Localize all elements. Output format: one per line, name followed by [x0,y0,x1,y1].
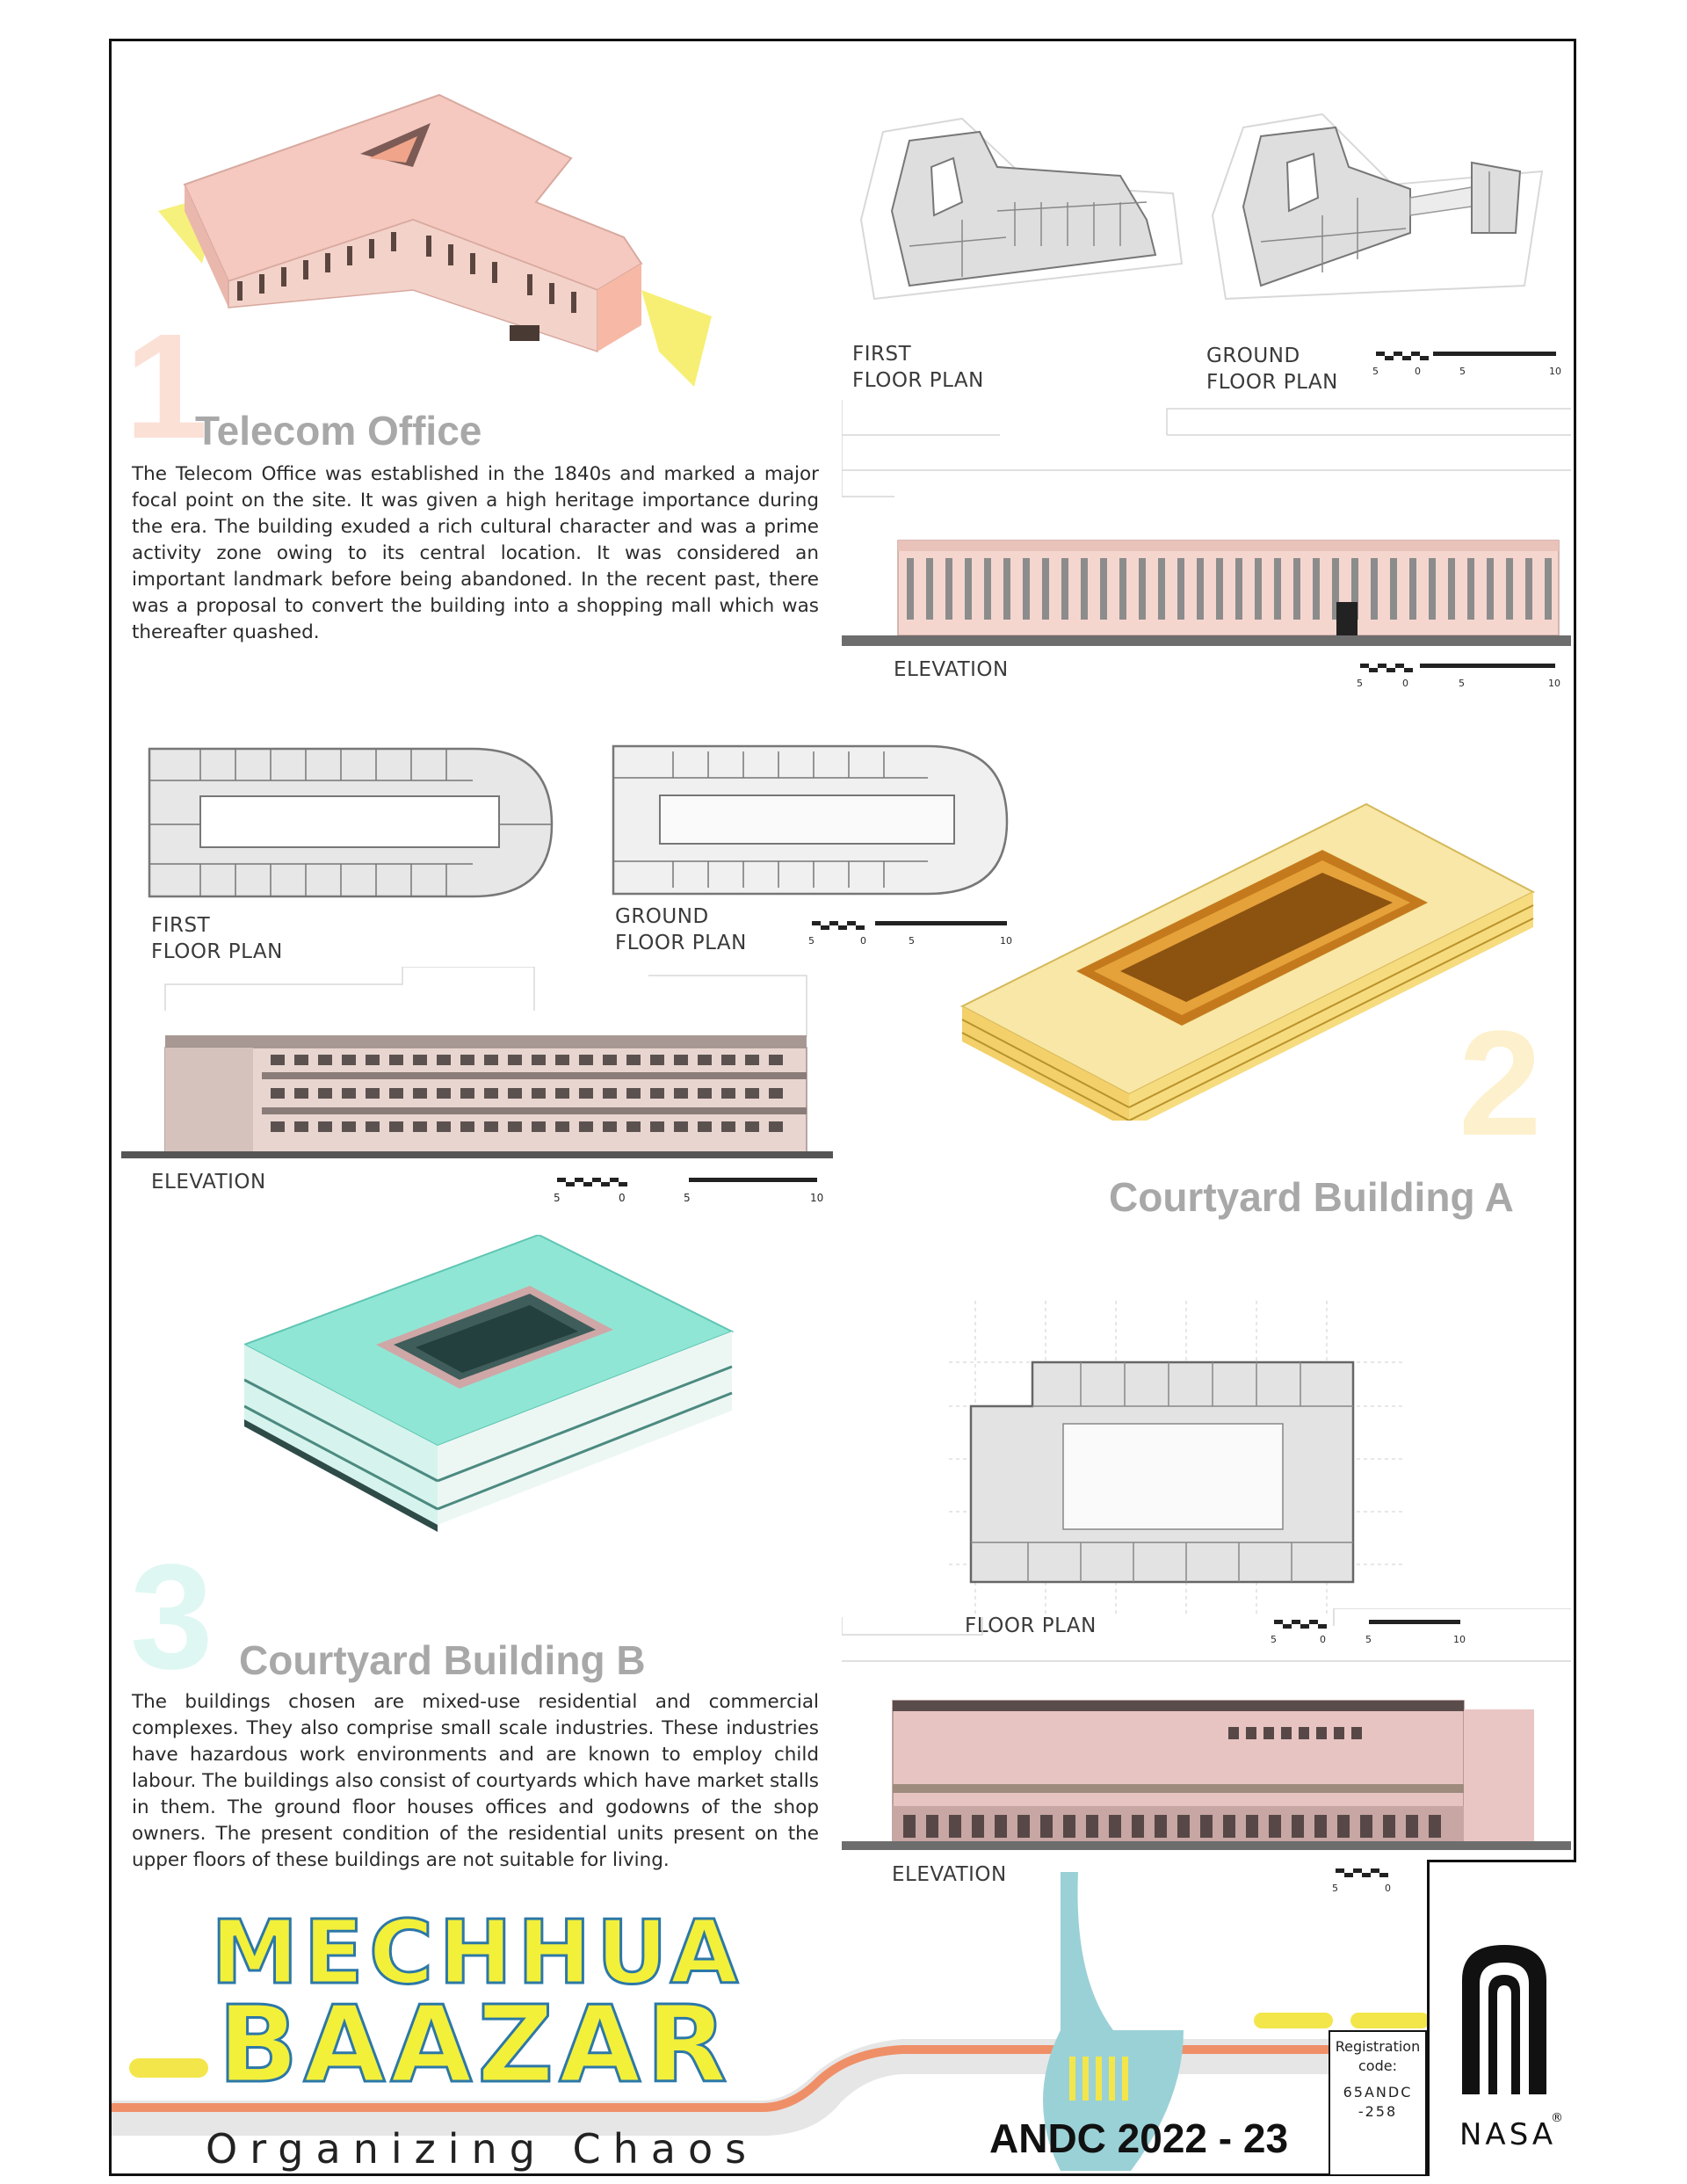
elevation-window [745,1088,759,1099]
elevation-window [1063,1815,1075,1838]
telecom-first-floor-plan-label: FIRST FLOOR PLAN [852,343,984,392]
elevation-window [1292,1815,1304,1838]
elevation-window [484,1055,498,1065]
courtyard-a-ground-floor-plan [612,743,1011,896]
elevation-window [1228,1727,1239,1739]
elevation-window [508,1088,522,1099]
scale-tick: 5 [1365,1634,1372,1645]
elevation-window [1017,1815,1030,1838]
scale-tick: 0 [860,935,866,947]
registration-box [1329,2030,1427,2176]
registered-mark: ® [1551,2111,1563,2125]
courtyard-b-floor-plan [940,1292,1415,1626]
elevation-window [484,1088,498,1099]
elevation-window [721,1121,735,1132]
telecom-office-axonometric [149,88,747,387]
elevation-window [294,1121,308,1132]
elevation-window [903,1815,916,1838]
scale-tick: 0 [1320,1634,1326,1645]
elevation-window [484,1121,498,1132]
elevation-window [389,1088,403,1099]
elevation-window [769,1088,783,1099]
elevation-window [579,1121,593,1132]
elevation-window [1081,558,1088,620]
nasa-logo-panel [1427,1860,1576,2176]
elevation-window [769,1055,783,1065]
courtyard-a-first-floor-plan-label: FIRST FLOOR PLAN [151,914,283,963]
scale-tick: 0 [619,1192,626,1204]
courtyard-a-elevation-label: ELEVATION [151,1171,266,1194]
elevation-window [1429,1815,1441,1838]
scale-bar [1372,352,1561,377]
elevation-window [949,1815,961,1838]
elevation-window [1337,1815,1350,1838]
scale-tick: 5 [1459,678,1465,689]
elevation-window [1334,1727,1344,1739]
elevation-window [1158,558,1165,620]
elevation-window [603,1121,617,1132]
elevation-window [650,1121,664,1132]
section-number-2: 2 [1459,1000,1542,1167]
elevation-window [1269,1815,1281,1838]
scale-tick: 5 [554,1192,561,1204]
elevation-window [769,1121,783,1132]
elevation-window [1429,558,1436,620]
elevation-window [532,1055,546,1065]
elevation-window [318,1055,332,1065]
courtyard-b-elevation-label: ELEVATION [892,1863,1007,1886]
elevation-window [555,1055,569,1065]
elevation-window [532,1088,546,1099]
courtyard-b-floor-plan-label: FLOOR PLAN [965,1614,1097,1637]
elevation-window [1086,1815,1098,1838]
registration-label: Registration code: [1335,2038,1421,2074]
scale-tick: 0 [1415,366,1421,377]
elevation-window [1506,558,1513,620]
elevation-window [1255,558,1262,620]
competition-label: ANDC 2022 - 23 [989,2115,1289,2161]
elevation-window [926,558,933,620]
elevation-window [1390,558,1397,620]
elevation-window [413,1121,427,1132]
courtyard-a-elevation [121,967,833,1160]
elevation-window [1360,1815,1372,1838]
elevation-window [926,1815,938,1838]
elevation-window [674,1121,688,1132]
elevation-window [1042,558,1049,620]
elevation-window [437,1088,451,1099]
elevation-window [294,1088,308,1099]
scale-tick: 5 [909,935,915,947]
elevation-window [1406,1815,1418,1838]
section-number-1: 1 [125,303,208,470]
elevation-window [1314,1815,1327,1838]
elevation-window [1155,1815,1167,1838]
elevation-window [907,558,914,620]
scale-tick: 5 [684,1192,691,1204]
elevation-window [1223,1815,1235,1838]
elevation-window [318,1088,332,1099]
courtyard-a-ground-floor-plan-label: GROUND FLOOR PLAN [615,905,747,954]
elevation-window [745,1121,759,1132]
elevation-window [460,1121,474,1132]
elevation-window [721,1088,735,1099]
scale-tick: 10 [1453,1634,1466,1645]
elevation-window [1409,558,1416,620]
telecom-ground-floor-plan-label: GROUND FLOOR PLAN [1206,345,1338,394]
scale-tick: 5 [1332,1883,1338,1894]
elevation-window [508,1055,522,1065]
section-title-courtyard-a: Courtyard Building A [1109,1174,1514,1220]
telecom-ground-floor-plan [1208,110,1560,308]
elevation-window [318,1121,332,1132]
elevation-window [603,1055,617,1065]
courtyard-b-elevation [842,1608,1571,1859]
poster-title-line1: MECHHUA [211,1901,744,2004]
elevation-window [626,1055,641,1065]
elevation-window [945,558,952,620]
elevation-window [460,1055,474,1065]
elevation-window [1177,558,1184,620]
elevation-window [342,1121,356,1132]
scale-tick: 10 [1000,935,1012,947]
elevation-window [1299,1727,1309,1739]
elevation-window [1281,1727,1292,1739]
scale-tick: 0 [1385,1883,1391,1894]
elevation-window [698,1121,712,1132]
elevation-window [366,1088,380,1099]
elevation-window [626,1121,641,1132]
elevation-window [1263,1727,1274,1739]
elevation-window [626,1088,641,1099]
elevation-window [1197,558,1204,620]
elevation-window [1467,558,1474,620]
section-number-3: 3 [130,1534,214,1701]
elevation-window [650,1055,664,1065]
elevation-window [603,1088,617,1099]
elevation-window [437,1055,451,1065]
elevation-window [555,1088,569,1099]
elevation-window [1235,558,1242,620]
nasa-arch-icon [1462,1945,1546,2098]
elevation-window [1351,1727,1362,1739]
elevation-window [1316,1727,1327,1739]
scale-tick: 10 [1548,678,1560,689]
elevation-window [1100,558,1107,620]
elevation-window [271,1121,285,1132]
elevation-window [1003,558,1010,620]
elevation-window [389,1055,403,1065]
elevation-window [1448,558,1455,620]
scale-tick: 5 [1357,678,1363,689]
elevation-window [271,1088,285,1099]
elevation-window [1040,1815,1053,1838]
elevation-window [413,1055,427,1065]
elevation-window [995,1815,1007,1838]
elevation-window [532,1121,546,1132]
elevation-window [437,1121,451,1132]
telecom-first-floor-plan [857,114,1191,308]
section-title-courtyard-b: Courtyard Building B [239,1637,646,1683]
elevation-window [294,1055,308,1065]
scale-bar [1357,664,1560,689]
poster-title-line2: BAAZAR [218,1984,733,2107]
scale-bar [554,1178,824,1204]
elevation-window [745,1055,759,1065]
elevation-window [1132,1815,1144,1838]
elevation-window [698,1088,712,1099]
elevation-window [1200,1815,1213,1838]
elevation-window [1383,1815,1395,1838]
elevation-window [965,558,972,620]
elevation-window [1274,558,1281,620]
elevation-window [1109,1815,1121,1838]
elevation-window [1139,558,1146,620]
registration-code: 65ANDC -258 [1343,2084,1413,2120]
elevation-window [579,1055,593,1065]
elevation-window [342,1088,356,1099]
courtyard-b-axonometric [244,1235,736,1630]
elevation-window [413,1088,427,1099]
poster-subtitle: Organizing Chaos [206,2125,759,2173]
elevation-window [342,1055,356,1065]
courtyard-a-first-floor-plan [148,745,556,899]
elevation-window [1313,558,1320,620]
elevation-window [1023,558,1030,620]
elevation-window [389,1121,403,1132]
elevation-window [650,1088,664,1099]
elevation-window [366,1055,380,1065]
scale-tick: 5 [1372,366,1379,377]
telecom-office-description: The Telecom Office was established in the 1840s and marked a major focal point on the site. It was given a high heritage importance during the era. The building exuded a rich cultural character and was a prime activity zone owing to its central location. It was considered an important landmark before being abandoned. In the recent past, there was a proposal to convert the building into a shopping mall which was thereafter quashed. [132,463,819,643]
elevation-window [508,1121,522,1132]
scale-tick: 5 [1271,1634,1277,1645]
elevation-window [721,1055,735,1065]
elevation-window [972,1815,984,1838]
elevation-window [271,1055,285,1065]
elevation-window [460,1088,474,1099]
elevation-window [1246,1815,1258,1838]
scale-tick: 5 [1459,366,1466,377]
elevation-window [555,1121,569,1132]
elevation-window [579,1088,593,1099]
elevation-window [1371,558,1378,620]
elevation-window [1216,558,1223,620]
elevation-window [674,1055,688,1065]
elevation-window [1545,558,1552,620]
elevation-window [366,1121,380,1132]
elevation-window [1293,558,1300,620]
elevation-window [1119,558,1126,620]
elevation-window [984,558,991,620]
nasa-logo-text: NASA [1459,2117,1557,2152]
scale-tick: 5 [808,935,815,947]
elevation-window [1061,558,1068,620]
scale-tick: 0 [1402,678,1408,689]
telecom-elevation-label: ELEVATION [894,658,1009,681]
courtyard-b-description: The buildings chosen are mixed-use residential and commercial complexes. They also comprise small scale industries. These industries have hazardous work environments and are known to employ child labour. The buildings also consist of courtyards which have market stalls in them. The ground floor houses offices and godowns of the shop owners. The present condition of the residential units present on the upper floors of these buildings are not suitable for living. [132,1691,819,1871]
section-title-telecom-office: Telecom Office [195,408,482,453]
elevation-window [1487,558,1494,620]
elevation-window [674,1088,688,1099]
elevation-window [1246,1727,1256,1739]
telecom-elevation [842,400,1571,650]
elevation-window [1525,558,1532,620]
scale-tick: 10 [1549,366,1561,377]
elevation-window [1177,1815,1190,1838]
scale-tick: 10 [810,1192,824,1204]
elevation-window [698,1055,712,1065]
